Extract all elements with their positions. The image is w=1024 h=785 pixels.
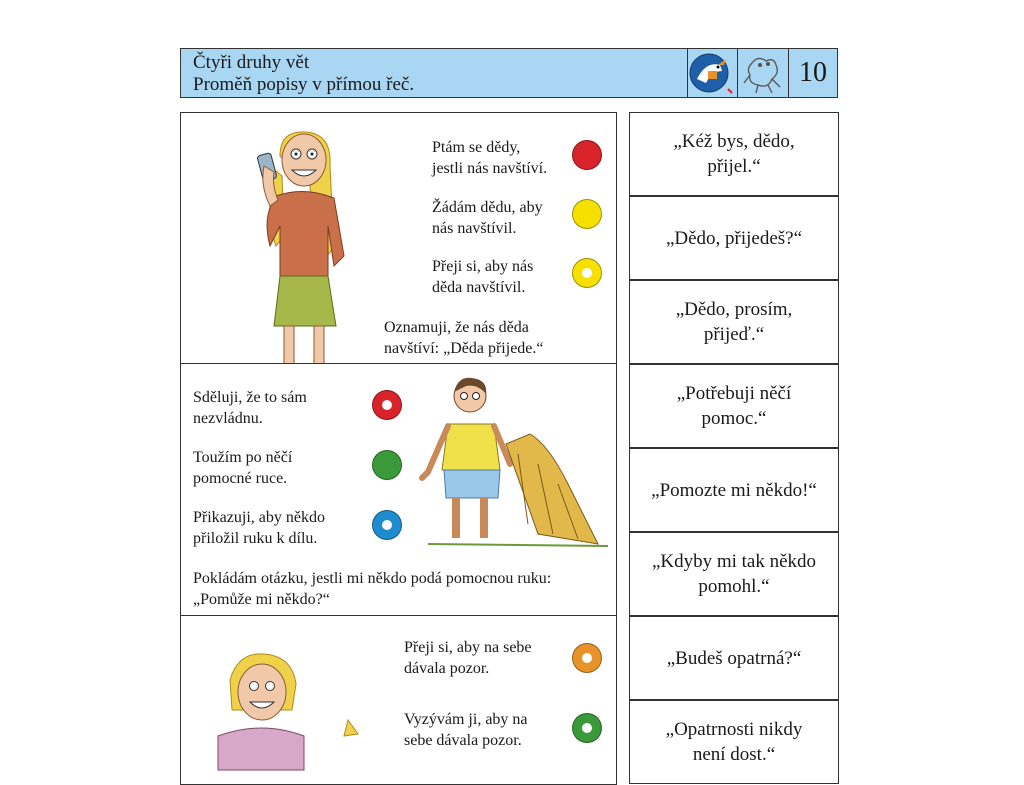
answer-card-4[interactable] [629, 364, 839, 448]
frog-drawing-icon [737, 49, 788, 97]
girl-with-phone-illustration [240, 126, 360, 364]
answer-text-7: „Budeš opatrná?“ [666, 647, 802, 669]
answer-marker-1a[interactable] [572, 140, 602, 170]
page-number: 10 [788, 49, 837, 97]
answer-text-3: „Dědo, prosím, přijeď.“ [675, 299, 793, 345]
header-titles [193, 52, 414, 96]
answer-card-7[interactable] [629, 616, 839, 700]
instruction-3b: Vyzývám ji, aby na sebe dávala pozor. [404, 711, 528, 749]
example-sentence-1: Oznamuji, že nás děda navštíví: „Děda přijede.“ [384, 319, 544, 357]
instruction-2b: Toužím po něčí pomocné ruce. [193, 449, 293, 487]
answer-card-1[interactable] [629, 112, 839, 196]
instruction-2c: Přikazuji, aby někdo přiložil ruku k dílu. [193, 509, 325, 547]
instruction-2a: Sděluji, že to sám nezvládnu. [193, 389, 307, 427]
answer-card-5[interactable] [629, 448, 839, 532]
instruction-1a: Ptám se dědy, jestli nás navštíví. [432, 139, 548, 177]
page-subtitle: Proměň popisy v přímou řeč. [193, 74, 415, 95]
answer-text-1: „Kéž bys, dědo, přijel.“ [673, 131, 795, 177]
instruction-1b: Žádám dědu, aby nás navštívil. [432, 199, 543, 237]
stork-badge-icon [687, 49, 738, 97]
boy-with-collapsed-tent-illustration [418, 374, 618, 554]
answer-text-4: „Potřebuji něčí pomoc.“ [676, 383, 792, 429]
answer-marker-1b[interactable] [572, 199, 602, 229]
instruction-1c: Přeji si, aby nás děda navštívil. [432, 258, 534, 296]
answer-text-2: „Dědo, přijedeš?“ [665, 227, 803, 249]
example-sentence-2: Pokládám otázku, jestli mi někdo podá pomocnou ruku: „Pomůže mi někdo?“ [193, 570, 552, 608]
page-title: Čtyři druhy vět [193, 52, 310, 73]
answer-card-2[interactable] [629, 196, 839, 280]
girl-illustration [208, 650, 368, 770]
answer-card-8[interactable] [629, 700, 839, 784]
answer-card-3[interactable] [629, 280, 839, 364]
answer-marker-3b[interactable] [572, 713, 602, 743]
answer-text-5: „Pomozte mi někdo!“ [651, 479, 817, 501]
answer-card-6[interactable] [629, 532, 839, 616]
instruction-3a: Přeji si, aby na sebe dávala pozor. [404, 639, 532, 677]
answer-marker-2c[interactable] [372, 510, 402, 540]
answer-marker-2b[interactable] [372, 450, 402, 480]
answer-marker-1c[interactable] [572, 258, 602, 288]
page-header [180, 48, 838, 98]
answer-text-8: „Opatrnosti nikdy není dost.“ [665, 719, 803, 765]
answer-marker-3a[interactable] [572, 643, 602, 673]
answer-text-6: „Kdyby mi tak někdo pomohl.“ [651, 551, 817, 597]
answer-marker-2a[interactable] [372, 390, 402, 420]
